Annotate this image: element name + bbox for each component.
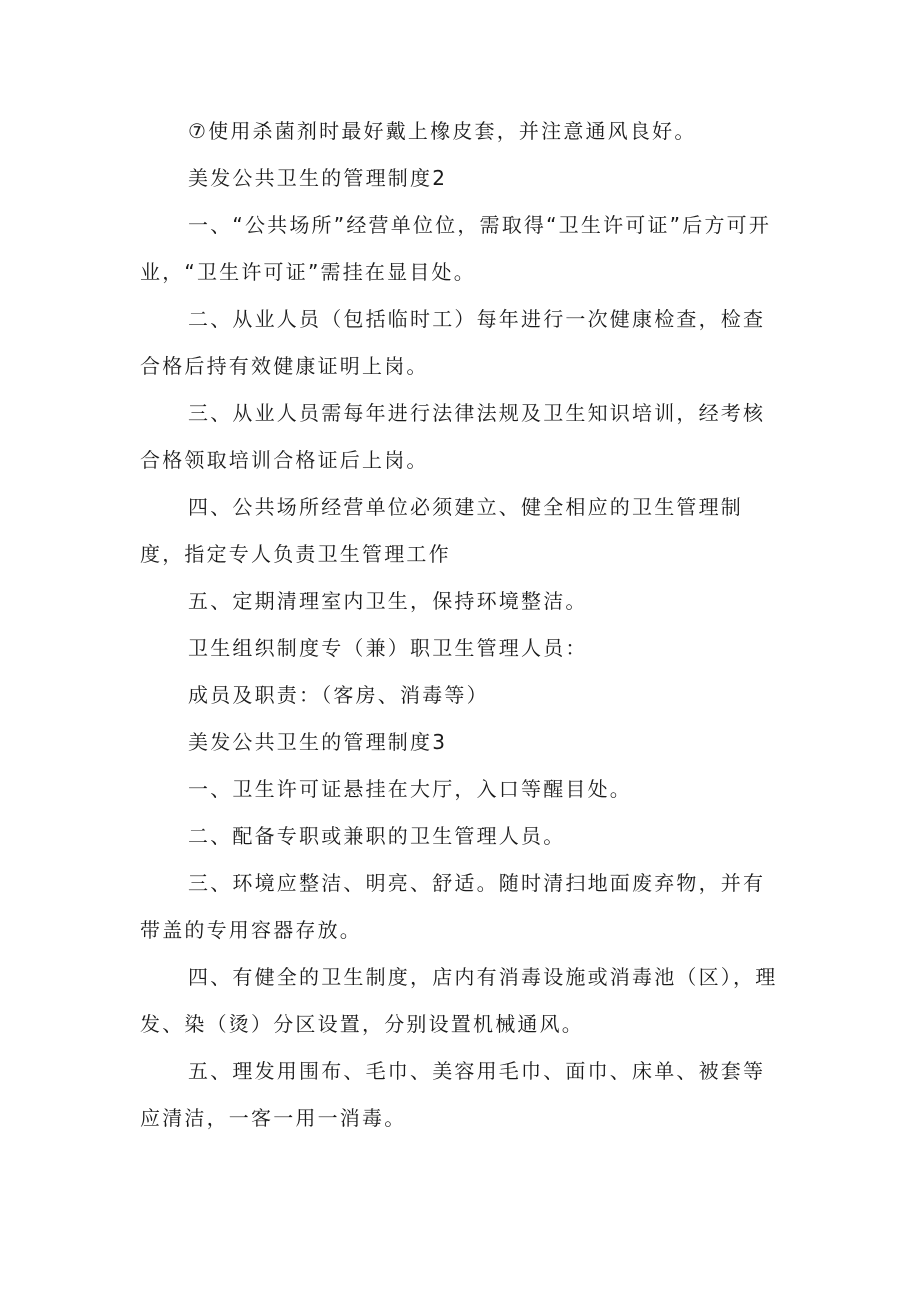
paragraph-cleaning: 五、定期清理室内卫生，保持环境整洁。: [188, 589, 588, 613]
paragraph-license-display: 一、卫生许可证悬挂在大厅，入口等醒目处。: [188, 777, 632, 801]
paragraph-training: 三、从业人员需每年进行法律法规及卫生知识培训，经考核合格领取培训合格证后上岗。: [140, 401, 766, 472]
paragraph-management-system: 四、公共场所经营单位必须建立、健全相应的卫生管理制度，指定专人负责卫生管理工作: [140, 495, 743, 566]
paragraph-hygiene-staff: 二、配备专职或兼职的卫生管理人员。: [188, 824, 566, 848]
paragraph-sterilizer-note: ⑦使用杀菌剂时最好戴上橡皮套，并注意通风良好。: [188, 119, 697, 143]
section-heading-3: 美发公共卫生的管理制度3: [188, 730, 448, 754]
document-body: [140, 108, 782, 1142]
paragraph-staff: 卫生组织制度专（兼）职卫生管理人员：: [188, 636, 588, 660]
paragraph-duties: 成员及职责：（客房、消毒等）: [188, 683, 489, 707]
paragraph-license: 一、“公共场所”经营单位位，需取得“卫生许可证”后方可开业，“卫生许可证”需挂在显目处。: [140, 213, 772, 284]
section-heading-2: 美发公共卫生的管理制度2: [188, 166, 448, 190]
paragraph-health-check: 二、从业人员（包括临时工）每年进行一次健康检查，检查合格后持有效健康证明上岗。: [140, 307, 766, 378]
paragraph-disinfection: 四、有健全的卫生制度，店内有消毒设施或消毒池（区），理发、染（烫）分区设置，分别设置机械通风。: [140, 965, 778, 1036]
paragraph-linens: 五、理发用围布、毛巾、美容用毛巾、面巾、床单、被套等应清洁，一客一用一消毒。: [140, 1059, 766, 1130]
paragraph-environment: 三、环境应整洁、明亮、舒适。随时清扫地面废弃物，并有带盖的专用容器存放。: [140, 871, 766, 942]
